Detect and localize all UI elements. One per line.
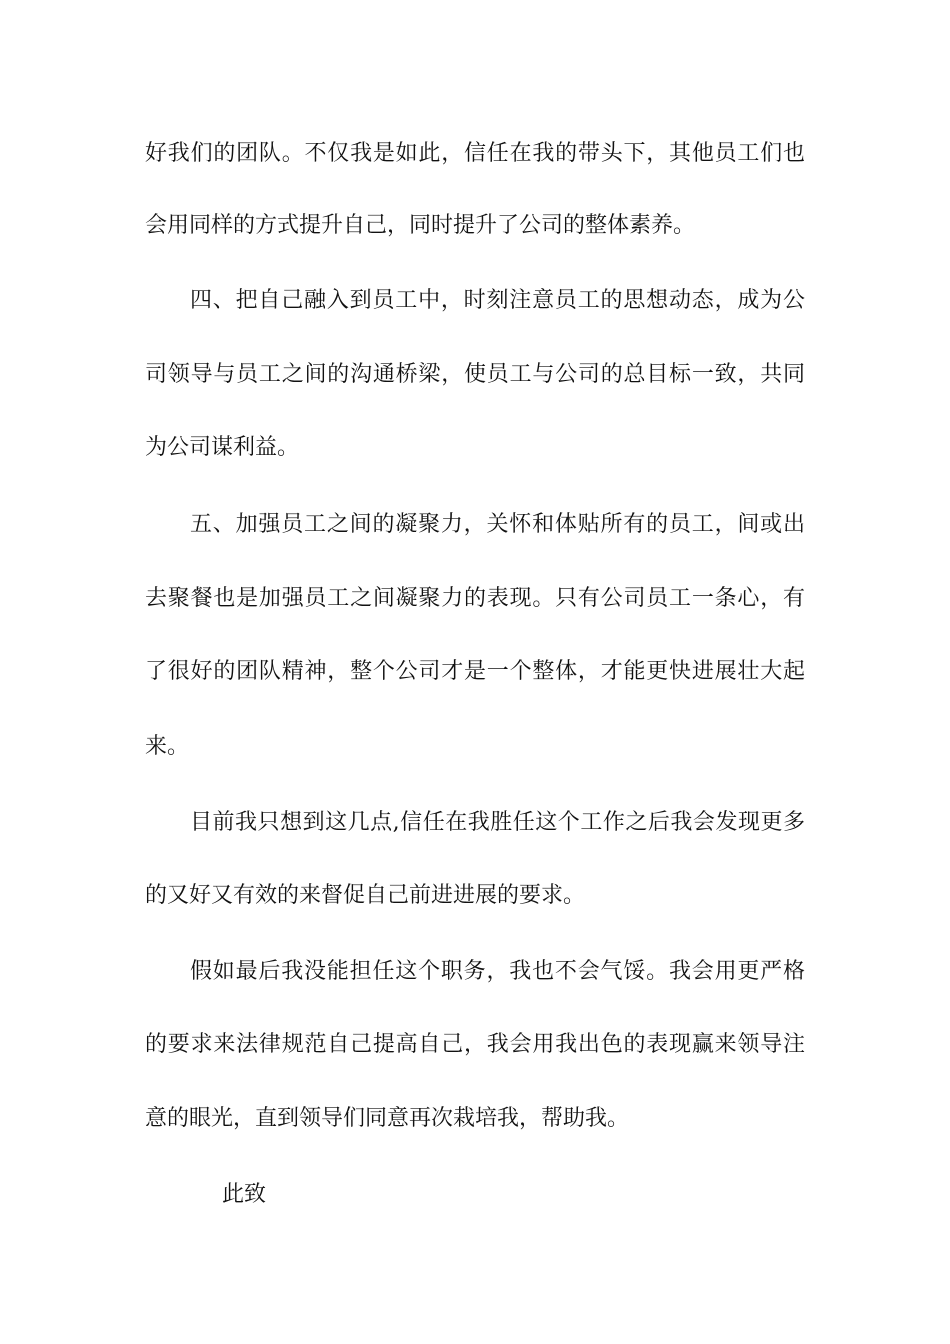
paragraph-line: 来。 [145,734,190,759]
paragraph-line: 了很好的团队精神，整个公司才是一个整体，才能更快进展壮大起 [145,659,805,684]
paragraph-line: 意的眼光，直到领导们同意再次栽培我，帮助我。 [145,1106,630,1131]
paragraph-line: 司领导与员工之间的沟通桥梁，使员工与公司的总目标一致，共同 [145,362,805,387]
paragraph-line: 为公司谋利益。 [145,435,300,460]
paragraph-line: 的又好又有效的来督促自己前进进展的要求。 [145,883,586,908]
paragraph-line: 五、加强员工之间的凝聚力，关怀和体贴所有的员工，间或出 [190,512,805,537]
paragraph-line: 目前我只想到这几点,信任在我胜任这个工作之后我会发现更多 [190,810,805,835]
paragraph-line: 会用同样的方式提升自己，同时提升了公司的整体素养。 [145,213,696,238]
paragraph-line: 的要求来法律规范自己提高自己，我会用我出色的表现赢来领导注 [145,1032,805,1057]
closing-salutation: 此致 [222,1182,267,1207]
paragraph-line: 假如最后我没能担任这个职务，我也不会气馁。我会用更严格 [190,959,805,984]
paragraph-line: 好我们的团队。不仅我是如此，信任在我的带头下，其他员工们也 [145,141,805,166]
paragraph-line: 四、把自己融入到员工中，时刻注意员工的思想动态，成为公 [190,288,805,313]
paragraph-line: 去聚餐也是加强员工之间凝聚力的表现。只有公司员工一条心，有 [145,586,805,611]
